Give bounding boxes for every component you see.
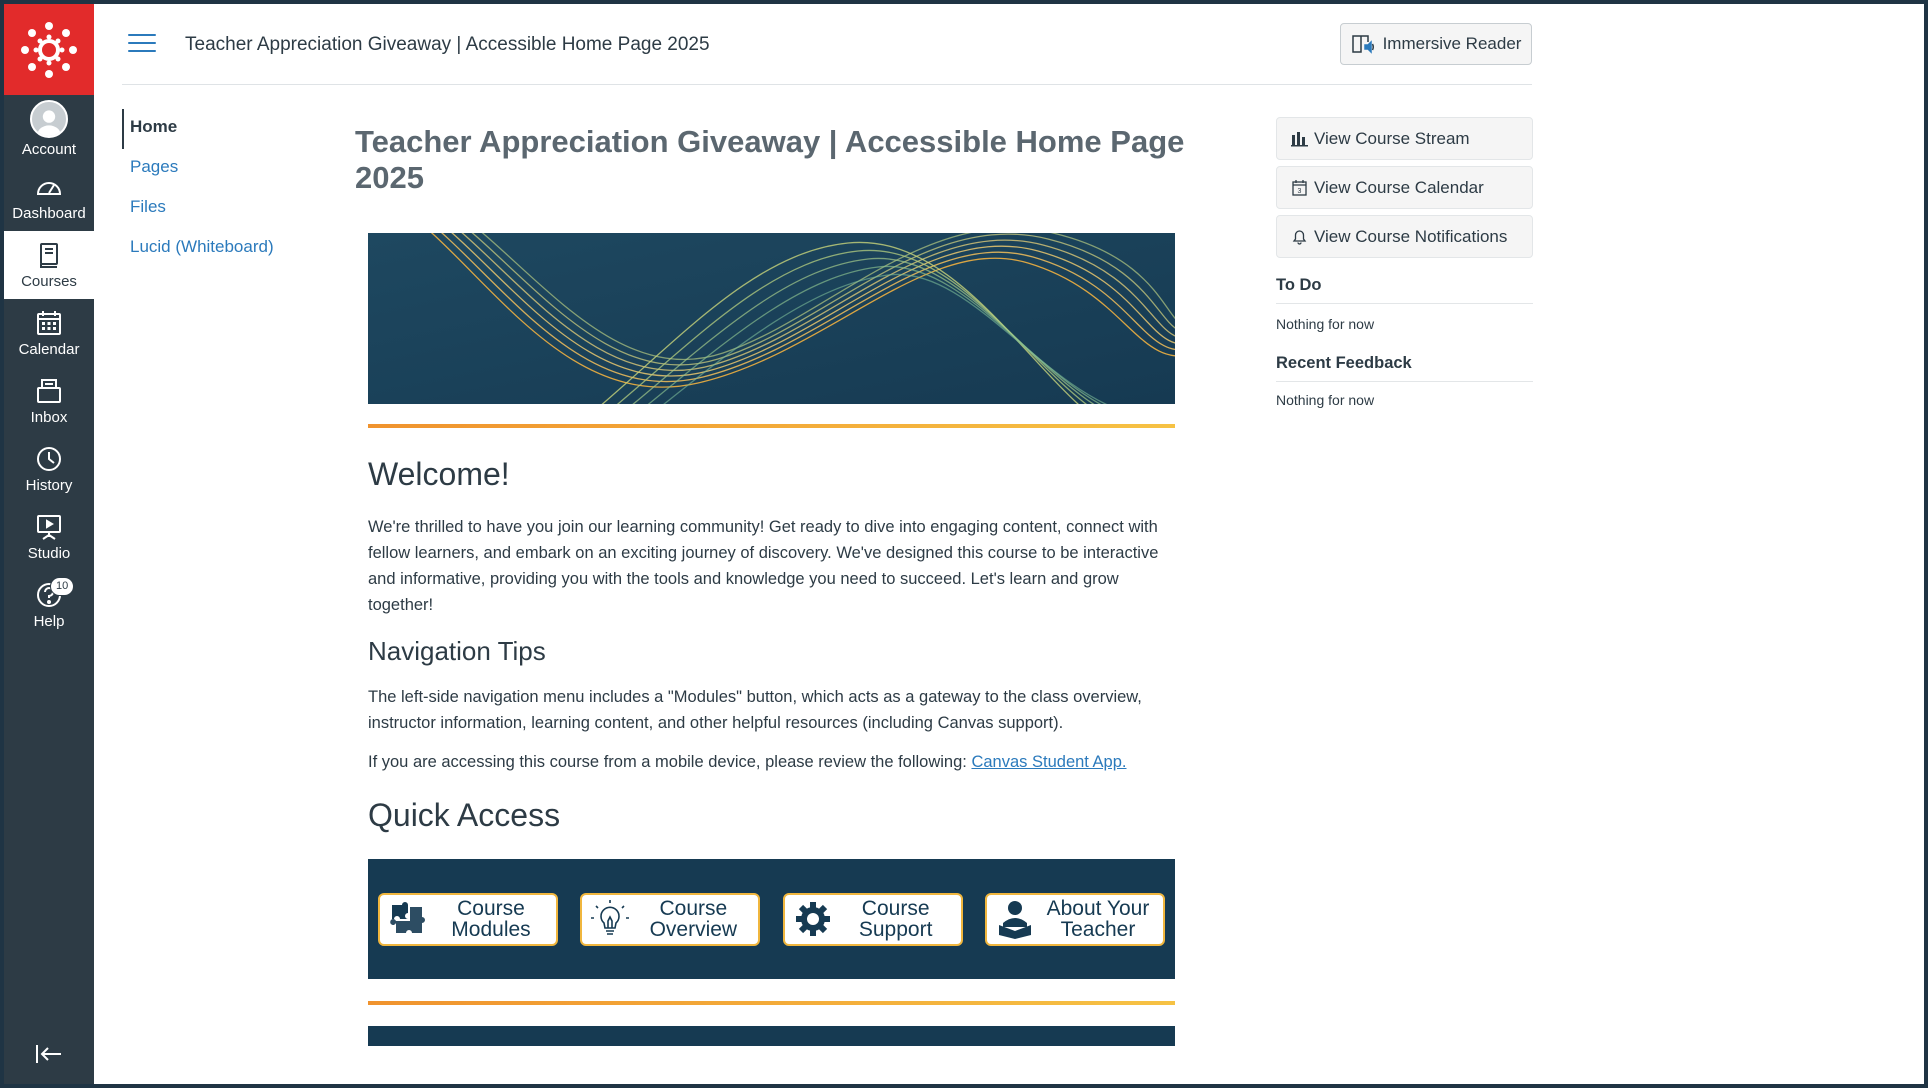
global-nav-inbox[interactable] xyxy=(4,367,94,435)
recent-feedback-empty-text: Nothing for now xyxy=(1276,392,1375,408)
studio-icon xyxy=(34,512,64,542)
collapse-nav-button[interactable] xyxy=(4,1034,94,1074)
sidebar-button-label: View Course Notifications xyxy=(1314,226,1508,246)
quick-access-line1: Course xyxy=(659,897,728,920)
quick-access-line2: Teacher xyxy=(1060,918,1136,941)
quick-access-line1: About Your xyxy=(1046,897,1150,920)
global-nav-account[interactable] xyxy=(4,95,94,163)
course-nav xyxy=(122,109,322,269)
bell-icon xyxy=(1291,228,1308,245)
collapse-arrow-icon xyxy=(34,1042,64,1066)
canvas-student-app-link[interactable]: Canvas Student App. xyxy=(971,753,1127,771)
immersive-reader-label: Immersive Reader xyxy=(1382,34,1522,53)
section-divider xyxy=(368,1001,1175,1005)
view-course-calendar-button[interactable] xyxy=(1276,166,1533,209)
todo-empty-text: Nothing for now xyxy=(1276,316,1375,332)
welcome-text: We're thrilled to have you join our learning community! Get ready to dive into engaging content, connect with fellow learners, and embark on an exciting journey of discovery. We've designed this course to be interactive and informative, providing you with the tools and knowledge you need to succeed. Let's learn and grow together! xyxy=(368,518,1159,614)
quick-access-label xyxy=(434,898,548,940)
course-nav-pages[interactable]: Pages xyxy=(130,157,179,176)
global-nav-help[interactable] xyxy=(4,571,94,639)
inbox-icon xyxy=(34,376,64,406)
global-nav-label: Dashboard xyxy=(12,205,86,222)
global-nav-label: Inbox xyxy=(30,409,68,426)
quick-access-line2: Overview xyxy=(649,918,738,941)
mobile-device-text: If you are accessing this course from a mobile device, please review the following: xyxy=(368,753,972,771)
global-nav-label: Help xyxy=(33,613,65,630)
canvas-logo-icon xyxy=(19,20,79,80)
hamburger-menu-icon[interactable] xyxy=(128,34,156,54)
bar-chart-icon xyxy=(1291,130,1308,147)
canvas-logo[interactable] xyxy=(4,4,94,95)
teacher-reading-icon xyxy=(995,899,1035,939)
lightbulb-icon xyxy=(590,899,630,939)
quick-access-label xyxy=(1041,898,1155,940)
global-nav-label: Calendar xyxy=(18,341,80,358)
view-course-stream-button[interactable] xyxy=(1276,117,1533,160)
quick-access-line1: Course xyxy=(861,897,930,920)
global-nav-label: Courses xyxy=(21,273,77,290)
sidebar-button-label: View Course Stream xyxy=(1314,128,1470,148)
about-your-teacher-button[interactable] xyxy=(985,893,1165,946)
welcome-heading: Welcome! xyxy=(368,456,510,492)
app-window xyxy=(4,4,1924,1084)
global-nav-label: Studio xyxy=(27,545,71,562)
course-support-button[interactable] xyxy=(783,893,963,946)
course-nav-files[interactable]: Files xyxy=(130,197,166,216)
page-title: Teacher Appreciation Giveaway | Accessible Home Page 2025 xyxy=(355,124,1185,195)
navigation-tips-heading: Navigation Tips xyxy=(368,636,546,666)
page-header xyxy=(122,4,1532,85)
global-nav-studio[interactable] xyxy=(4,503,94,571)
breadcrumb[interactable]: Teacher Appreciation Giveaway | Accessible Home Page 2025 xyxy=(185,34,710,55)
quick-access-line2: Support xyxy=(858,918,933,941)
view-course-notifications-button[interactable] xyxy=(1276,215,1533,258)
mobile-device-paragraph xyxy=(368,749,1175,775)
global-nav xyxy=(4,4,94,1084)
history-icon xyxy=(34,444,64,474)
course-overview-button[interactable] xyxy=(580,893,760,946)
dashboard-icon xyxy=(34,172,64,202)
account-avatar-icon xyxy=(30,100,68,138)
navigation-tips-text: The left-side navigation menu includes a "Modules" button, which acts as a gateway to the class overview, instructor information, learning content, and other helpful resources (including Canvas support). xyxy=(368,688,1142,732)
todo-heading: To Do xyxy=(1276,276,1533,304)
right-sidebar xyxy=(1276,117,1533,408)
global-nav-courses[interactable] xyxy=(4,231,94,299)
recent-feedback-heading: Recent Feedback xyxy=(1276,354,1533,382)
global-nav-history[interactable] xyxy=(4,435,94,503)
svg-text:3: 3 xyxy=(1297,188,1302,195)
gear-icon xyxy=(793,899,833,939)
puzzle-icon xyxy=(388,899,428,939)
courses-icon xyxy=(34,240,64,270)
immersive-reader-icon xyxy=(1351,33,1375,55)
quick-access-panel xyxy=(368,859,1175,979)
quick-access-label xyxy=(636,898,750,940)
course-nav-home[interactable]: Home xyxy=(122,109,322,149)
quick-access-heading: Quick Access xyxy=(368,797,561,833)
calendar-icon xyxy=(1291,179,1308,196)
course-modules-button[interactable] xyxy=(378,893,558,946)
main-content xyxy=(355,124,1195,941)
immersive-reader-button[interactable] xyxy=(1340,23,1532,65)
course-nav-lucid[interactable]: Lucid (Whiteboard) xyxy=(130,237,274,256)
global-nav-dashboard[interactable] xyxy=(4,163,94,231)
quick-access-line2: Modules xyxy=(451,918,531,941)
global-nav-label: Account xyxy=(21,141,77,158)
global-nav-label: History xyxy=(25,477,73,494)
global-nav-calendar[interactable] xyxy=(4,299,94,367)
page-body xyxy=(368,233,1175,1046)
section-divider xyxy=(368,424,1175,428)
footer-band xyxy=(368,1026,1175,1046)
sidebar-button-label: View Course Calendar xyxy=(1314,177,1484,197)
quick-access-line1: Course xyxy=(457,897,525,920)
calendar-icon xyxy=(34,308,64,338)
help-notification-badge: 10 xyxy=(50,577,74,596)
decorative-banner xyxy=(368,233,1175,404)
quick-access-label xyxy=(839,898,953,940)
